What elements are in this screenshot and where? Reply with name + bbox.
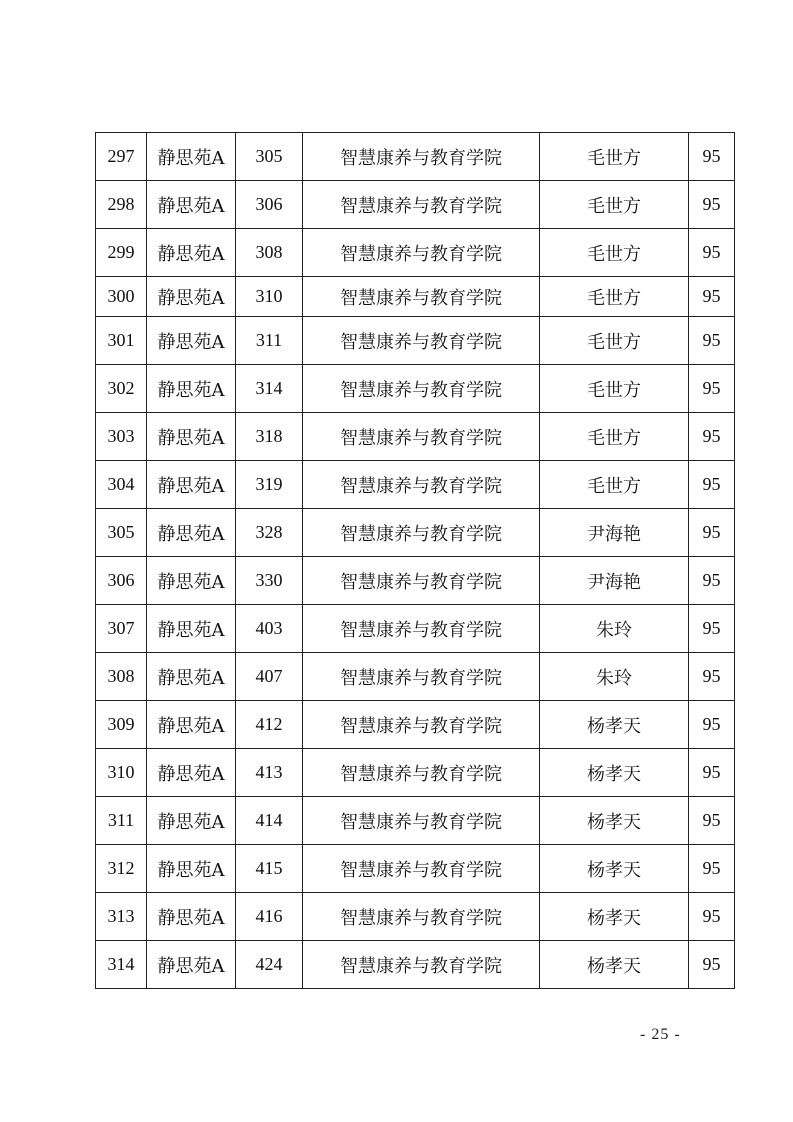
- cell-score: 95: [689, 701, 735, 749]
- cell-score: 95: [689, 845, 735, 893]
- cell-building: 静思苑A: [147, 797, 236, 845]
- cell-room: 305: [236, 133, 303, 181]
- cell-person: 毛世方: [540, 413, 689, 461]
- cell-person: 毛世方: [540, 181, 689, 229]
- table-row: [96, 749, 735, 797]
- cell-number: 313: [96, 893, 147, 941]
- table-row: [96, 133, 735, 181]
- cell-college: 智慧康养与教育学院: [303, 229, 540, 277]
- cell-building: 静思苑A: [147, 653, 236, 701]
- cell-person: 毛世方: [540, 317, 689, 365]
- cell-college: 智慧康养与教育学院: [303, 365, 540, 413]
- cell-score: 95: [689, 133, 735, 181]
- table-row: [96, 277, 735, 317]
- cell-building: 静思苑A: [147, 941, 236, 989]
- page-number: - 25 -: [640, 1026, 681, 1043]
- cell-number: 298: [96, 181, 147, 229]
- cell-person: 毛世方: [540, 365, 689, 413]
- cell-room: 308: [236, 229, 303, 277]
- cell-number: 302: [96, 365, 147, 413]
- cell-score: 95: [689, 229, 735, 277]
- cell-college: 智慧康养与教育学院: [303, 701, 540, 749]
- cell-score: 95: [689, 797, 735, 845]
- cell-room: 314: [236, 365, 303, 413]
- cell-room: 424: [236, 941, 303, 989]
- cell-building: 静思苑A: [147, 181, 236, 229]
- cell-room: 318: [236, 413, 303, 461]
- cell-number: 303: [96, 413, 147, 461]
- cell-room: 416: [236, 893, 303, 941]
- table-row: [96, 461, 735, 509]
- cell-number: 300: [96, 277, 147, 317]
- cell-room: 413: [236, 749, 303, 797]
- table-row: [96, 653, 735, 701]
- cell-number: 311: [96, 797, 147, 845]
- cell-building: 静思苑A: [147, 749, 236, 797]
- cell-person: 杨孝天: [540, 845, 689, 893]
- cell-building: 静思苑A: [147, 461, 236, 509]
- table-row: [96, 557, 735, 605]
- cell-person: 杨孝天: [540, 941, 689, 989]
- cell-score: 95: [689, 365, 735, 413]
- cell-room: 412: [236, 701, 303, 749]
- cell-score: 95: [689, 941, 735, 989]
- cell-score: 95: [689, 181, 735, 229]
- cell-building: 静思苑A: [147, 509, 236, 557]
- cell-room: 414: [236, 797, 303, 845]
- cell-number: 309: [96, 701, 147, 749]
- dormitory-score-table: [95, 132, 735, 989]
- cell-number: 306: [96, 557, 147, 605]
- cell-score: 95: [689, 893, 735, 941]
- cell-building: 静思苑A: [147, 133, 236, 181]
- cell-college: 智慧康养与教育学院: [303, 797, 540, 845]
- cell-score: 95: [689, 605, 735, 653]
- cell-person: 杨孝天: [540, 893, 689, 941]
- cell-room: 311: [236, 317, 303, 365]
- table-body: [96, 133, 735, 989]
- cell-college: 智慧康养与教育学院: [303, 893, 540, 941]
- cell-building: 静思苑A: [147, 365, 236, 413]
- table-row: [96, 365, 735, 413]
- cell-building: 静思苑A: [147, 317, 236, 365]
- cell-room: 415: [236, 845, 303, 893]
- cell-score: 95: [689, 653, 735, 701]
- cell-score: 95: [689, 277, 735, 317]
- cell-person: 杨孝天: [540, 797, 689, 845]
- cell-score: 95: [689, 749, 735, 797]
- cell-building: 静思苑A: [147, 277, 236, 317]
- table-row: [96, 797, 735, 845]
- cell-college: 智慧康养与教育学院: [303, 941, 540, 989]
- cell-score: 95: [689, 317, 735, 365]
- table-row: [96, 893, 735, 941]
- table-row: [96, 941, 735, 989]
- cell-person: 杨孝天: [540, 749, 689, 797]
- table-row: [96, 413, 735, 461]
- cell-person: 尹海艳: [540, 509, 689, 557]
- cell-number: 297: [96, 133, 147, 181]
- cell-room: 407: [236, 653, 303, 701]
- cell-room: 310: [236, 277, 303, 317]
- cell-building: 静思苑A: [147, 229, 236, 277]
- cell-room: 330: [236, 557, 303, 605]
- cell-college: 智慧康养与教育学院: [303, 133, 540, 181]
- table-row: [96, 509, 735, 557]
- cell-number: 304: [96, 461, 147, 509]
- table-row: [96, 317, 735, 365]
- cell-score: 95: [689, 509, 735, 557]
- cell-room: 328: [236, 509, 303, 557]
- cell-building: 静思苑A: [147, 557, 236, 605]
- cell-person: 毛世方: [540, 461, 689, 509]
- table-row: [96, 229, 735, 277]
- cell-college: 智慧康养与教育学院: [303, 557, 540, 605]
- cell-college: 智慧康养与教育学院: [303, 413, 540, 461]
- cell-score: 95: [689, 413, 735, 461]
- table-row: [96, 605, 735, 653]
- cell-number: 307: [96, 605, 147, 653]
- cell-person: 毛世方: [540, 229, 689, 277]
- cell-building: 静思苑A: [147, 701, 236, 749]
- cell-number: 301: [96, 317, 147, 365]
- cell-person: 杨孝天: [540, 701, 689, 749]
- cell-room: 403: [236, 605, 303, 653]
- cell-number: 299: [96, 229, 147, 277]
- cell-college: 智慧康养与教育学院: [303, 317, 540, 365]
- cell-college: 智慧康养与教育学院: [303, 605, 540, 653]
- cell-number: 312: [96, 845, 147, 893]
- cell-number: 314: [96, 941, 147, 989]
- table-row: [96, 701, 735, 749]
- cell-person: 毛世方: [540, 133, 689, 181]
- table-row: [96, 181, 735, 229]
- cell-college: 智慧康养与教育学院: [303, 277, 540, 317]
- cell-college: 智慧康养与教育学院: [303, 845, 540, 893]
- table-row: [96, 845, 735, 893]
- cell-person: 毛世方: [540, 277, 689, 317]
- cell-number: 305: [96, 509, 147, 557]
- cell-person: 尹海艳: [540, 557, 689, 605]
- cell-score: 95: [689, 461, 735, 509]
- cell-college: 智慧康养与教育学院: [303, 749, 540, 797]
- cell-number: 308: [96, 653, 147, 701]
- cell-college: 智慧康养与教育学院: [303, 461, 540, 509]
- cell-score: 95: [689, 557, 735, 605]
- cell-college: 智慧康养与教育学院: [303, 653, 540, 701]
- cell-number: 310: [96, 749, 147, 797]
- cell-college: 智慧康养与教育学院: [303, 181, 540, 229]
- cell-building: 静思苑A: [147, 845, 236, 893]
- cell-person: 朱玲: [540, 605, 689, 653]
- cell-room: 319: [236, 461, 303, 509]
- cell-person: 朱玲: [540, 653, 689, 701]
- cell-college: 智慧康养与教育学院: [303, 509, 540, 557]
- cell-building: 静思苑A: [147, 605, 236, 653]
- cell-room: 306: [236, 181, 303, 229]
- cell-building: 静思苑A: [147, 893, 236, 941]
- cell-building: 静思苑A: [147, 413, 236, 461]
